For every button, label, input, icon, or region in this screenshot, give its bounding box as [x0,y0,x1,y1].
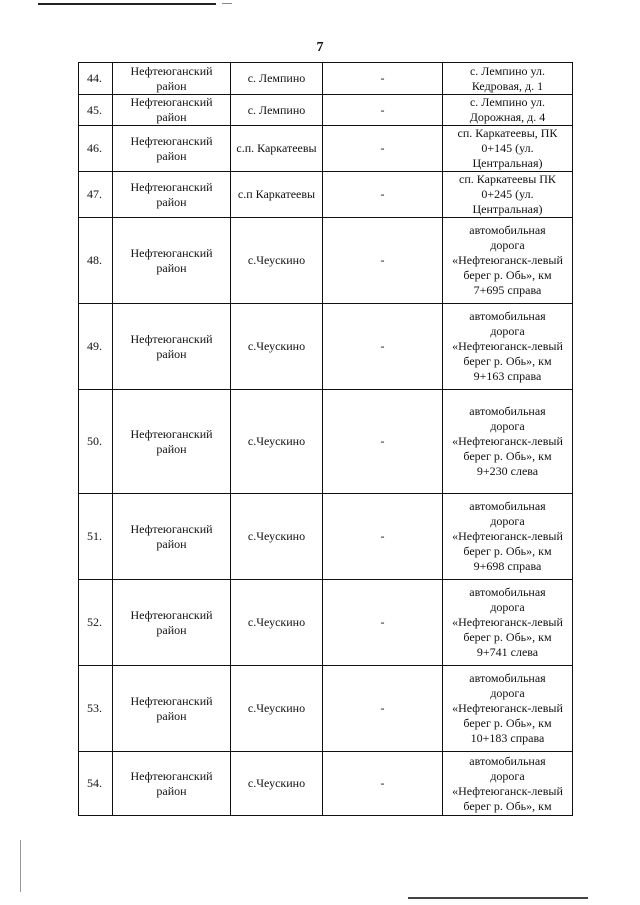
row-number-cell: 46. [79,126,113,172]
settlement-cell: с. Лемпино [231,63,323,95]
location-line: берег р. Обь», км [463,630,552,644]
location-line: с. Лемпино ул. [469,95,546,109]
top-rule [38,3,216,5]
location-line: «Нефтеюганск-левый [452,434,563,448]
location-line: автомобильная [469,753,546,768]
district-cell: Нефтеюганский район [113,580,231,666]
location-cell [443,494,573,580]
location-line: берег р. Обь», км [463,449,552,463]
location-line: дорога [490,686,525,700]
settlement-cell: с.Чеускино [231,390,323,494]
location-line: «Нефтеюганск-левый [452,339,563,353]
dash-cell: - [323,95,443,126]
district-cell: Нефтеюганский район [113,95,231,126]
table-row [79,304,573,390]
location-line: берег р. Обь», км [463,798,552,813]
row-number-cell: 53. [79,666,113,752]
location-line: Дорожная, д. 4 [469,110,546,124]
location-line: дорога [490,768,525,783]
page-number: 7 [316,40,324,55]
location-cell [443,304,573,390]
location-cell [443,63,573,95]
district-cell: Нефтеюганский район [113,218,231,304]
row-number-cell: 50. [79,390,113,494]
location-cell [443,172,573,218]
location-line: дорога [490,324,525,338]
location-line: автомобильная [469,499,546,513]
row-number-cell: 44. [79,63,113,95]
table-row [79,218,573,304]
row-number-cell: 47. [79,172,113,218]
dash-cell: - [323,304,443,390]
settlement-cell: с.Чеускино [231,580,323,666]
location-line: 0+245 (ул. [481,187,534,201]
district-cell: Нефтеюганский район [113,304,231,390]
dash-cell: - [323,390,443,494]
dash-cell: - [323,218,443,304]
row-number-cell: 52. [79,580,113,666]
location-line: «Нефтеюганск-левый [452,615,563,629]
table-row [79,95,573,126]
location-line: сп. Каркатеевы ПК [459,172,556,186]
scan-margin-mark [20,840,21,892]
dash-cell: - [323,63,443,95]
district-cell: Нефтеюганский район [113,494,231,580]
row-number-cell: 49. [79,304,113,390]
location-line: автомобильная [469,671,546,685]
table-row [79,666,573,752]
location-line: 9+163 справа [473,369,542,383]
row-number-cell: 54. [79,752,113,816]
location-cell [443,95,573,126]
top-rule-fragment [222,3,232,4]
location-line: автомобильная [469,585,546,599]
dash-cell: - [323,580,443,666]
location-line: 9+698 справа [473,559,542,573]
location-line: 0+145 (ул. [481,141,534,155]
row-number-cell: 48. [79,218,113,304]
table-row [79,172,573,218]
location-cell [443,666,573,752]
district-cell: Нефтеюганский район [113,390,231,494]
location-cell [443,580,573,666]
district-cell: Нефтеюганский район [113,752,231,816]
location-line: сп. Каркатеевы, ПК [457,126,558,140]
location-line: Центральная) [472,202,543,216]
location-cell [443,126,573,172]
table-row [79,63,573,95]
table-row [79,580,573,666]
location-line: берег р. Обь», км [463,268,552,282]
location-line: Кедровая, д. 1 [471,78,544,93]
location-cell [443,218,573,304]
district-cell: Нефтеюганский район [113,666,231,752]
dash-cell: - [323,752,443,816]
location-line: «Нефтеюганск-левый [452,529,563,543]
location-line: берег р. Обь», км [463,716,552,730]
district-cell: Нефтеюганский район [113,126,231,172]
dash-cell: - [323,172,443,218]
settlement-cell: с.Чеускино [231,494,323,580]
settlement-cell: с.Чеускино [231,666,323,752]
dash-cell: - [323,666,443,752]
location-line: Центральная) [472,156,543,170]
table-row [79,126,573,172]
settlement-cell: с.п Каркатеевы [231,172,323,218]
row-number-cell: 51. [79,494,113,580]
location-line: 9+230 слева [476,464,539,478]
location-line: автомобильная [469,223,546,237]
district-cell: Нефтеюганский район [113,63,231,95]
location-line: «Нефтеюганск-левый [452,783,563,798]
location-line: 10+183 справа [470,731,545,745]
location-line: «Нефтеюганск-левый [452,253,563,267]
location-line: с. Лемпино ул. [469,63,546,78]
table-row [79,752,573,816]
settlement-cell: с.п. Каркатеевы [231,126,323,172]
settlement-cell: с.Чеускино [231,304,323,390]
location-line: берег р. Обь», км [463,544,552,558]
table-row [79,494,573,580]
dash-cell: - [323,494,443,580]
dash-cell: - [323,126,443,172]
location-line: 7+695 справа [473,283,542,297]
table-row [79,390,573,494]
location-cell [443,390,573,494]
registry-table [78,62,573,816]
settlement-cell: с. Лемпино [231,95,323,126]
location-line: дорога [490,419,525,433]
location-line: автомобильная [469,404,546,418]
location-cell [443,752,573,816]
location-line: берег р. Обь», км [463,354,552,368]
location-line: автомобильная [469,309,546,323]
location-line: 9+741 слева [476,645,539,659]
location-line: дорога [490,514,525,528]
location-line: дорога [490,238,525,252]
settlement-cell: с.Чеускино [231,218,323,304]
registry-table-body [79,63,573,816]
location-line: «Нефтеюганск-левый [452,701,563,715]
district-cell: Нефтеюганский район [113,172,231,218]
settlement-cell: с.Чеускино [231,752,323,816]
bottom-rule [408,897,588,899]
location-line: дорога [490,600,525,614]
row-number-cell: 45. [79,95,113,126]
